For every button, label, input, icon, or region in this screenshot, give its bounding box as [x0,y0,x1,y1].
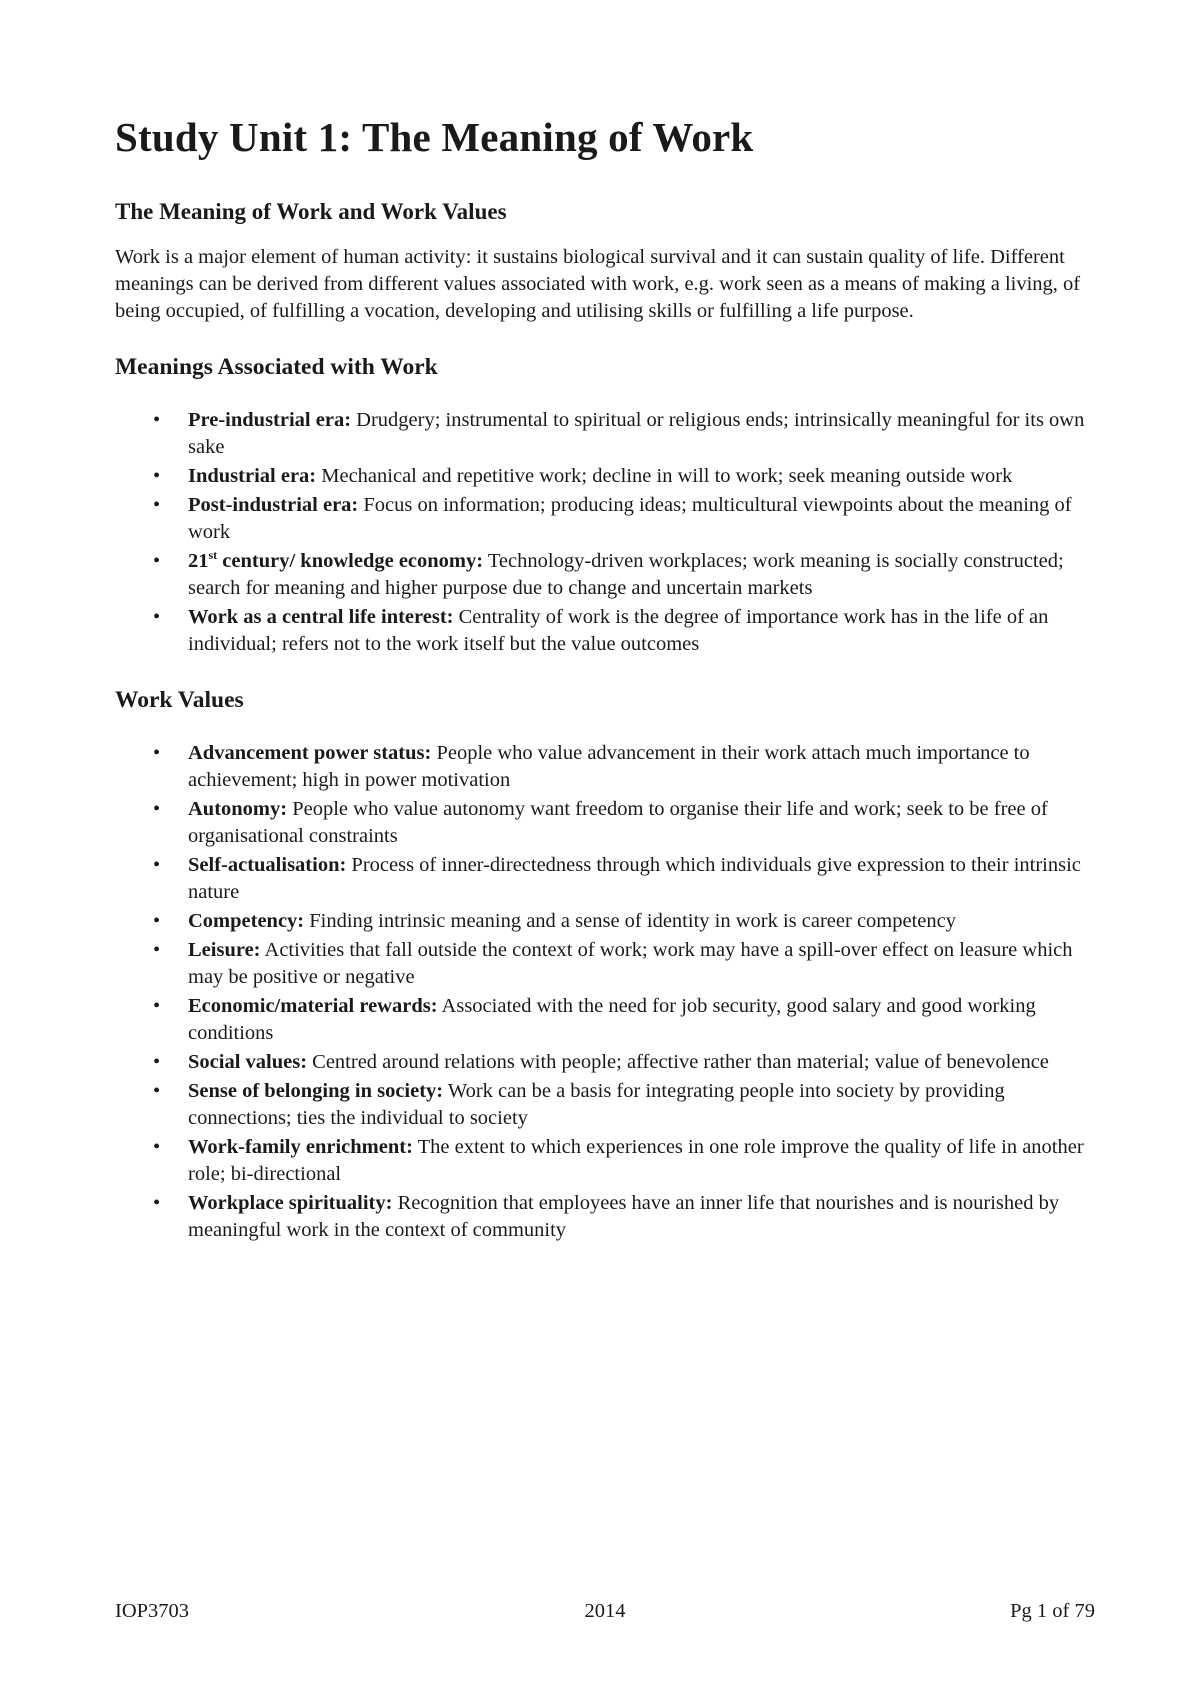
list-item [115,740,1095,794]
list-item [115,407,1095,461]
list-item-term: Post-industrial era: [188,494,359,516]
bullet-icon: • [153,606,161,628]
list-item-term: Sense of belonging in society: [188,1080,444,1102]
list-item-text: Centrality of work is the degree of importance work has in the life of an individual; refers not to the work itself but the value outcomes [188,606,1049,655]
work-values-list [115,740,1095,1244]
list-item-term: Work as a central life interest: [188,606,454,628]
list-item-text: Mechanical and repetitive work; decline in will to work; seek meaning outside work [316,465,1013,487]
section-heading-meaning-and-values: The Meaning of Work and Work Values [115,199,507,224]
list-item-text: Process of inner-directedness through which individuals give expression to their intrinsic nature [188,854,1081,903]
intro-paragraph: Work is a major element of human activity: it sustains biological survival and it can sustain quality of life. Different meanings can be derived from different values associated with work, e.g. work seen as a means of making a living, of being occupied, of fulfilling a vocation, developing and utilising skills or fulfilling a life purpose. [115,246,1081,322]
list-item-term: Self-actualisation: [188,854,347,876]
list-item-term: Workplace spirituality: [188,1192,393,1214]
document-content [115,112,1095,1246]
list-item [115,937,1095,991]
footer-course-code: IOP3703 [115,1600,190,1622]
list-item-text: People who value advancement in their work attach much importance to achievement; high in power motivation [188,742,1030,791]
section-heading-meanings: Meanings Associated with Work [115,354,438,380]
list-item-term: Leisure: [188,939,261,961]
list-item [115,604,1095,658]
bullet-icon: • [153,798,161,820]
list-item-term: century/ knowledge economy: [217,550,484,572]
bullet-icon: • [153,1136,161,1158]
list-item [115,548,1095,602]
ordinal-suffix: st [208,548,218,563]
list-item-text: Centred around relations with people; affective rather than material; value of benevolence [307,1051,1049,1073]
list-item-term: Industrial era: [188,465,317,487]
list-item-text: Work can be a basis for integrating people into society by providing connections; ties the individual to society [188,1080,1005,1129]
list-item-text: Focus on information; producing ideas; multicultural viewpoints about the meaning of work [188,494,1072,543]
bullet-icon: • [153,1051,161,1073]
list-item-text: Associated with the need for job security, good salary and good working conditions [188,995,1036,1044]
list-item-term: Work-family enrichment: [188,1136,413,1158]
list-item-term: Autonomy: [188,798,288,820]
page-footer [115,1600,1095,1630]
bullet-icon: • [153,939,161,961]
list-item-text: Drudgery; instrumental to spiritual or religious ends; intrinsically meaningful for its own sake [188,409,1085,458]
list-item [115,1134,1095,1188]
list-item [115,852,1095,906]
bullet-icon: • [153,742,161,764]
list-item-text: The extent to which experiences in one role improve the quality of life in another role; bi-directional [188,1136,1084,1185]
bullet-icon: • [153,550,161,572]
list-item-text: Recognition that employees have an inner life that nourishes and is nourished by meaningful work in the context of community [188,1192,1060,1241]
bullet-icon: • [153,1192,161,1214]
bullet-icon: • [153,494,161,516]
bullet-icon: • [153,1080,161,1102]
list-item-text: People who value autonomy want freedom to organise their life and work; seek to be free of organisational constraints [188,798,1048,847]
list-item [115,1049,1095,1076]
page-title: Study Unit 1: The Meaning of Work [115,114,754,160]
list-item-term: Economic/material rewards: [188,995,438,1017]
list-item [115,492,1095,546]
list-item-term-number: 21 [188,550,209,572]
list-item-term: Social values: [188,1051,308,1073]
list-item [115,463,1095,490]
list-item [115,908,1095,935]
bullet-icon: • [153,465,161,487]
list-item-term: Advancement power status: [188,742,432,764]
bullet-icon: • [153,910,161,932]
list-item [115,1078,1095,1132]
meanings-list [115,407,1095,658]
list-item-term: Pre-industrial era: [188,409,352,431]
list-item-text: Technology-driven workplaces; work meaning is socially constructed; search for meaning and higher purpose due to change and uncertain markets [188,550,1064,599]
list-item [115,796,1095,850]
list-item-term: Competency: [188,910,305,932]
section-heading-work-values: Work Values [115,687,244,713]
list-item-text: Finding intrinsic meaning and a sense of identity in work is career competency [304,910,956,932]
bullet-icon: • [153,409,161,431]
bullet-icon: • [153,995,161,1017]
list-item-text: Activities that fall outside the context of work; work may have a spill-over effect on leasure which may be positive or negative [188,939,1073,988]
footer-page-number: Pg 1 of 79 [1010,1600,1095,1622]
bullet-icon: • [153,854,161,876]
footer-year: 2014 [584,1600,626,1622]
list-item [115,993,1095,1047]
list-item [115,1190,1095,1244]
